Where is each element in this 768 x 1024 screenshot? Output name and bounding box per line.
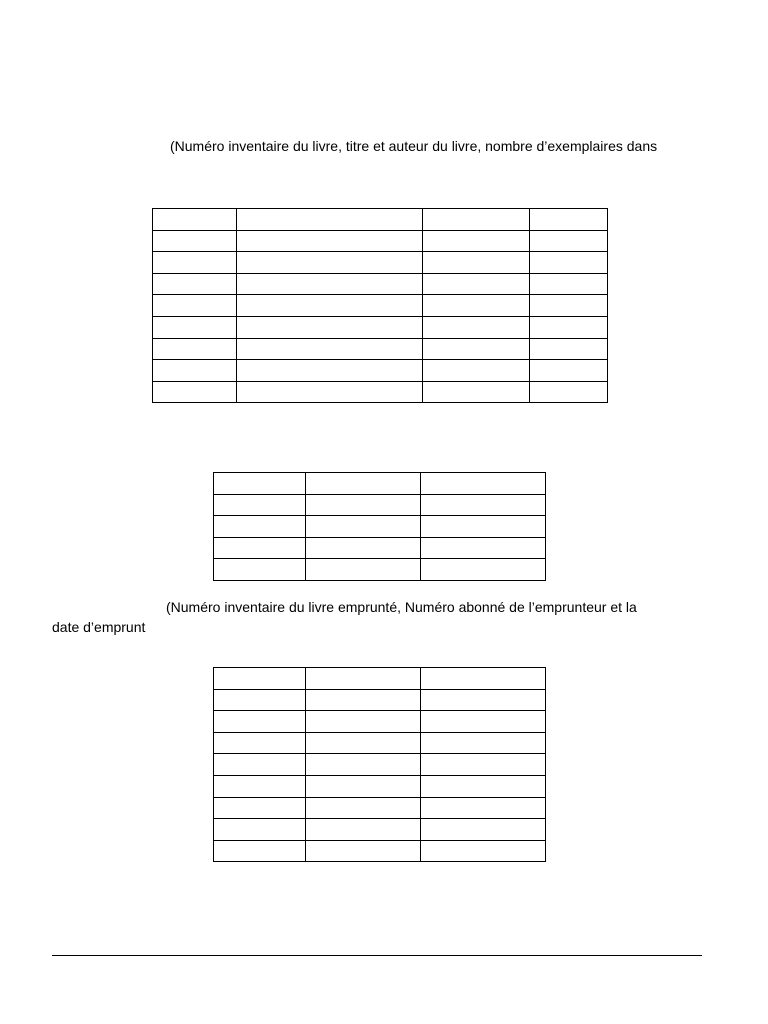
table-cell bbox=[306, 797, 421, 819]
table-row bbox=[214, 537, 546, 559]
table-cell bbox=[237, 360, 423, 382]
table-cell bbox=[530, 252, 608, 274]
table-row bbox=[214, 711, 546, 733]
table-cell bbox=[423, 273, 530, 295]
table-cell bbox=[530, 381, 608, 403]
table-row bbox=[153, 273, 608, 295]
table-row bbox=[214, 732, 546, 754]
table-cell bbox=[421, 668, 546, 690]
table-cell bbox=[306, 711, 421, 733]
table-cell bbox=[153, 295, 237, 317]
table-cell bbox=[237, 381, 423, 403]
table-cell bbox=[421, 840, 546, 862]
table-cell bbox=[214, 732, 306, 754]
table-row bbox=[214, 819, 546, 841]
table-cell bbox=[421, 473, 546, 495]
table-row bbox=[214, 516, 546, 538]
table-cell bbox=[306, 516, 421, 538]
table-cell bbox=[153, 273, 237, 295]
table-cell bbox=[214, 754, 306, 776]
table-cell bbox=[423, 316, 530, 338]
table-row bbox=[153, 360, 608, 382]
table-cell bbox=[421, 797, 546, 819]
table-row bbox=[153, 316, 608, 338]
table-row bbox=[153, 230, 608, 252]
table-row bbox=[153, 338, 608, 360]
table-row bbox=[214, 797, 546, 819]
table-cell bbox=[153, 209, 237, 231]
table-cell bbox=[306, 754, 421, 776]
table-cell bbox=[421, 775, 546, 797]
table-row bbox=[153, 381, 608, 403]
table-cell bbox=[423, 230, 530, 252]
table-cell bbox=[423, 252, 530, 274]
table-cell bbox=[421, 494, 546, 516]
table-cell bbox=[237, 230, 423, 252]
table-cell bbox=[421, 732, 546, 754]
table-cell bbox=[153, 230, 237, 252]
table-cell bbox=[306, 559, 421, 581]
table-cell bbox=[530, 338, 608, 360]
table-cell bbox=[421, 711, 546, 733]
table-cell bbox=[530, 295, 608, 317]
emprunts-table-body bbox=[214, 668, 546, 862]
table-cell bbox=[421, 559, 546, 581]
table-cell bbox=[530, 360, 608, 382]
table-cell bbox=[530, 209, 608, 231]
table-cell bbox=[214, 819, 306, 841]
table-cell bbox=[423, 360, 530, 382]
table-cell bbox=[421, 689, 546, 711]
table-row bbox=[214, 668, 546, 690]
table-cell bbox=[214, 775, 306, 797]
table-row bbox=[214, 775, 546, 797]
table-cell bbox=[153, 252, 237, 274]
table-cell bbox=[530, 273, 608, 295]
table-cell bbox=[214, 668, 306, 690]
table-caption-livres: (Numéro inventaire du livre, titre et auteur du livre, nombre d’exemplaires dans bbox=[170, 138, 658, 154]
table-cell bbox=[214, 797, 306, 819]
table-cell bbox=[237, 273, 423, 295]
abonnes-table-body bbox=[214, 473, 546, 581]
table-cell bbox=[237, 295, 423, 317]
table-cell bbox=[214, 840, 306, 862]
livres-table-body bbox=[153, 209, 608, 403]
footer-rule bbox=[52, 955, 702, 956]
table-cell bbox=[423, 295, 530, 317]
table-cell bbox=[153, 338, 237, 360]
table-caption-emprunts-line-1: (Numéro inventaire du livre emprunté, Numéro abonné de l’emprunteur et la bbox=[166, 599, 637, 615]
table-cell bbox=[421, 754, 546, 776]
table-cell bbox=[153, 360, 237, 382]
table-cell bbox=[306, 494, 421, 516]
table-cell bbox=[153, 381, 237, 403]
table-row bbox=[214, 689, 546, 711]
table-cell bbox=[214, 559, 306, 581]
table-cell bbox=[306, 668, 421, 690]
table-cell bbox=[237, 316, 423, 338]
table-cell bbox=[421, 516, 546, 538]
table-cell bbox=[237, 209, 423, 231]
table-cell bbox=[214, 689, 306, 711]
table-cell bbox=[306, 819, 421, 841]
table-cell bbox=[214, 494, 306, 516]
emprunts-table bbox=[213, 667, 546, 862]
table-row bbox=[214, 754, 546, 776]
table-cell bbox=[214, 537, 306, 559]
table-cell bbox=[153, 316, 237, 338]
table-cell bbox=[421, 819, 546, 841]
livres-table bbox=[152, 208, 608, 403]
table-cell bbox=[530, 230, 608, 252]
table-caption-emprunts-line-2: date d’emprunt bbox=[52, 619, 146, 635]
table-row bbox=[153, 252, 608, 274]
table-cell bbox=[306, 775, 421, 797]
table-cell bbox=[306, 689, 421, 711]
abonnes-table bbox=[213, 472, 546, 581]
table-row bbox=[214, 559, 546, 581]
table-row bbox=[153, 209, 608, 231]
table-cell bbox=[423, 209, 530, 231]
table-row bbox=[214, 840, 546, 862]
table-cell bbox=[306, 732, 421, 754]
table-cell bbox=[423, 338, 530, 360]
table-cell bbox=[214, 516, 306, 538]
table-cell bbox=[306, 840, 421, 862]
table-row bbox=[153, 295, 608, 317]
table-row bbox=[214, 494, 546, 516]
table-cell bbox=[237, 252, 423, 274]
table-cell bbox=[421, 537, 546, 559]
table-cell bbox=[237, 338, 423, 360]
table-row bbox=[214, 473, 546, 495]
table-cell bbox=[214, 711, 306, 733]
table-cell bbox=[306, 537, 421, 559]
table-cell bbox=[306, 473, 421, 495]
table-cell bbox=[214, 473, 306, 495]
table-cell bbox=[423, 381, 530, 403]
table-cell bbox=[530, 316, 608, 338]
